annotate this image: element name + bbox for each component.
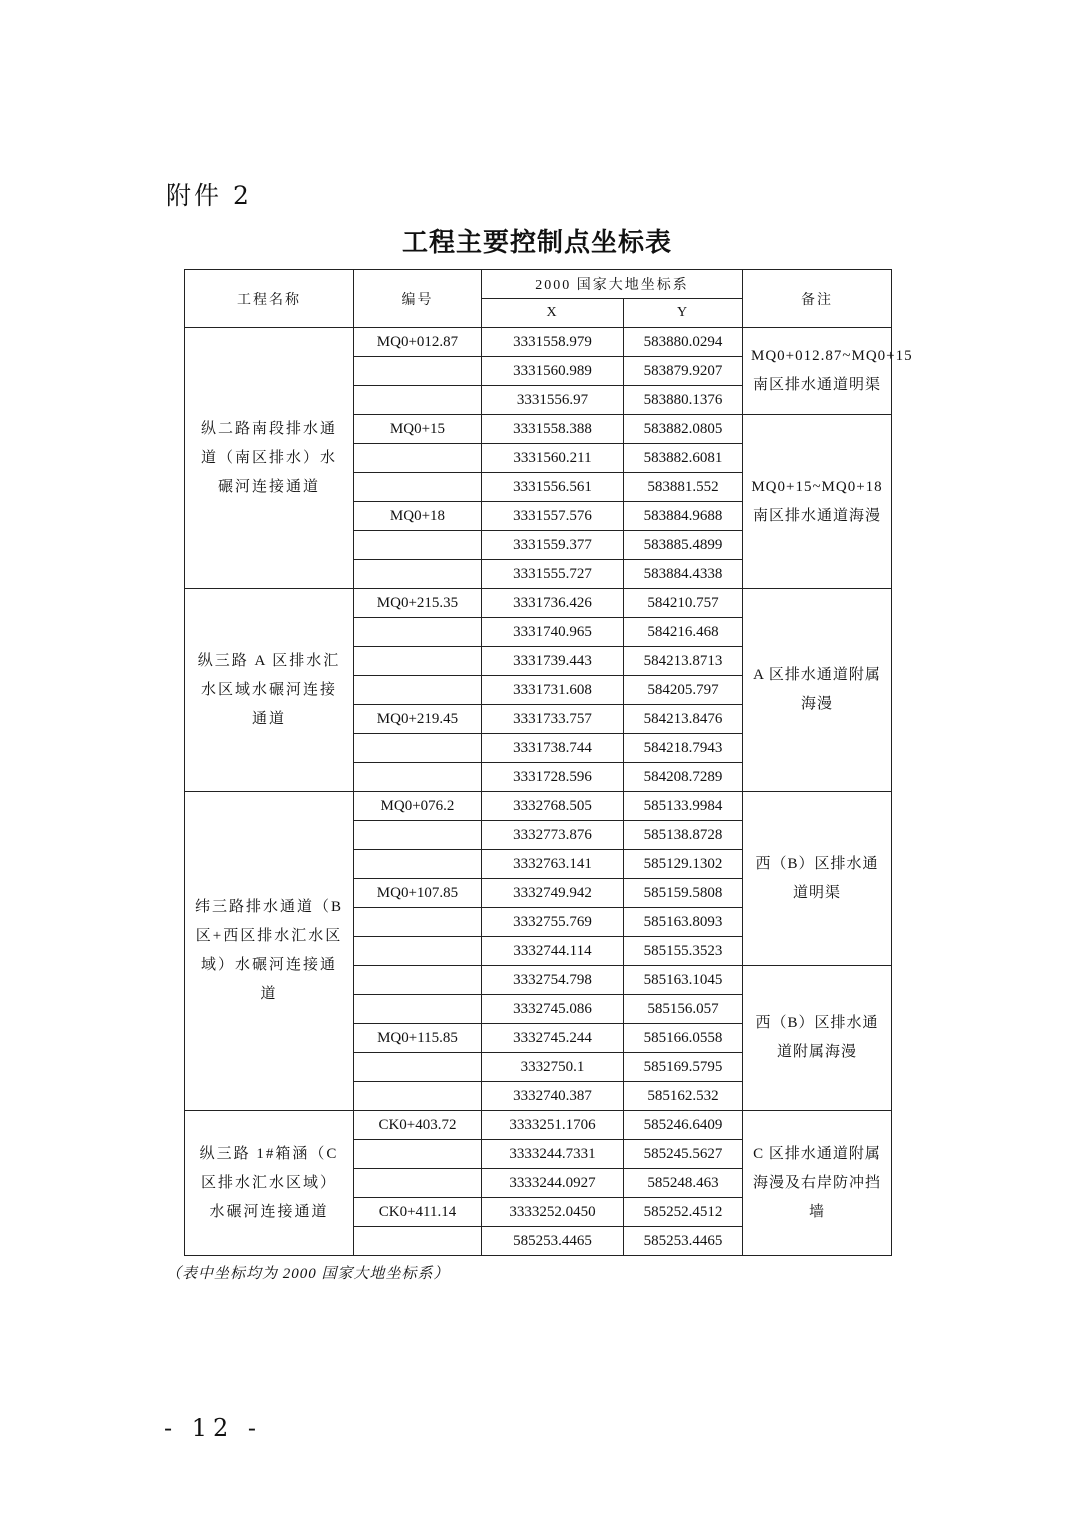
y-coord-cell: 584213.8713 [624,647,743,676]
y-coord-cell: 583882.0805 [624,415,743,444]
header-y: Y [624,299,743,328]
code-cell: MQ0+107.85 [354,879,482,908]
code-cell [354,618,482,647]
y-coord-cell: 585248.463 [624,1169,743,1198]
attachment-label: 附件 2 [166,181,252,210]
code-cell [354,473,482,502]
x-coord-cell: 3331559.377 [482,531,624,560]
x-coord-cell: 3333252.0450 [482,1198,624,1227]
code-cell [354,1140,482,1169]
y-coord-cell: 584210.757 [624,589,743,618]
code-cell: MQ0+115.85 [354,1024,482,1053]
y-coord-cell: 585252.4512 [624,1198,743,1227]
x-coord-cell: 3331560.989 [482,357,624,386]
y-coord-cell: 583880.0294 [624,328,743,357]
header-x: X [482,299,624,328]
y-coord-cell: 585253.4465 [624,1227,743,1256]
code-cell [354,444,482,473]
x-coord-cell: 3331740.965 [482,618,624,647]
x-coord-cell: 3333244.7331 [482,1140,624,1169]
note-cell: C 区排水通道附属海漫及右岸防冲挡墙 [743,1111,892,1256]
x-coord-cell: 3332740.387 [482,1082,624,1111]
page-number: - 12 - [164,1414,263,1442]
project-name-cell: 纵三路 A 区排水汇水区域水碾河连接通道 [185,589,354,792]
code-cell [354,676,482,705]
y-coord-cell: 585163.1045 [624,966,743,995]
x-coord-cell: 3331557.576 [482,502,624,531]
x-coord-cell: 3331731.608 [482,676,624,705]
project-name-cell: 纵三路 1#箱涵（C 区排水汇水区域）水碾河连接通道 [185,1111,354,1256]
note-cell: A 区排水通道附属海漫 [743,589,892,792]
y-coord-cell: 585166.0558 [624,1024,743,1053]
x-coord-cell: 3331556.561 [482,473,624,502]
table-row [185,589,892,618]
y-coord-cell: 585138.8728 [624,821,743,850]
code-cell: MQ0+012.87 [354,328,482,357]
code-cell [354,1169,482,1198]
code-cell [354,763,482,792]
code-cell [354,850,482,879]
table-row [185,1111,892,1140]
y-coord-cell: 585156.057 [624,995,743,1024]
code-cell [354,821,482,850]
code-cell [354,908,482,937]
y-coord-cell: 583885.4899 [624,531,743,560]
code-cell: MQ0+15 [354,415,482,444]
y-coord-cell: 585133.9984 [624,792,743,821]
y-coord-cell: 585162.532 [624,1082,743,1111]
y-coord-cell: 584218.7943 [624,734,743,763]
note-cell: MQ0+15~MQ0+18 南区排水通道海漫 [743,415,892,589]
x-coord-cell: 3332755.769 [482,908,624,937]
y-coord-cell: 584208.7289 [624,763,743,792]
x-coord-cell: 3331555.727 [482,560,624,589]
coordinate-table [184,269,913,1256]
y-coord-cell: 583881.552 [624,473,743,502]
y-coord-cell: 583879.9207 [624,357,743,386]
code-cell: MQ0+219.45 [354,705,482,734]
code-cell [354,1053,482,1082]
code-cell: CK0+403.72 [354,1111,482,1140]
y-coord-cell: 585163.8093 [624,908,743,937]
y-coord-cell: 585159.5808 [624,879,743,908]
code-cell [354,1082,482,1111]
y-coord-cell: 584216.468 [624,618,743,647]
code-cell [354,531,482,560]
code-cell [354,647,482,676]
x-coord-cell: 3332744.114 [482,937,624,966]
code-cell [354,1227,482,1256]
y-coord-cell: 584213.8476 [624,705,743,734]
x-coord-cell: 3332754.798 [482,966,624,995]
x-coord-cell: 3331558.979 [482,328,624,357]
header-note: 备注 [743,270,892,328]
code-cell [354,966,482,995]
table-row [185,328,892,357]
x-coord-cell: 3331739.443 [482,647,624,676]
table-body [185,328,913,1256]
project-name-cell: 纬三路排水通道（B区+西区排水汇水区域）水碾河连接通道 [185,792,354,1111]
y-coord-cell: 583884.4338 [624,560,743,589]
y-coord-cell: 585246.6409 [624,1111,743,1140]
header-project-name: 工程名称 [185,270,354,328]
x-coord-cell: 3332749.942 [482,879,624,908]
code-cell: MQ0+18 [354,502,482,531]
code-cell [354,560,482,589]
code-cell [354,995,482,1024]
code-cell [354,937,482,966]
y-coord-cell: 585245.5627 [624,1140,743,1169]
header-coord-system: 2000 国家大地坐标系 [482,270,743,299]
y-coord-cell: 583880.1376 [624,386,743,415]
y-coord-cell: 583884.9688 [624,502,743,531]
code-cell: MQ0+076.2 [354,792,482,821]
code-cell [354,734,482,763]
x-coord-cell: 3331560.211 [482,444,624,473]
x-coord-cell: 3333244.0927 [482,1169,624,1198]
table-footnote: （表中坐标均为 2000 国家大地坐标系） [166,1266,450,1282]
header-code: 编号 [354,270,482,328]
project-name-cell: 纵二路南段排水通道（南区排水）水碾河连接通道 [185,328,354,589]
page-title: 工程主要控制点坐标表 [401,228,672,258]
x-coord-cell: 3331558.388 [482,415,624,444]
code-cell [354,357,482,386]
x-coord-cell: 585253.4465 [482,1227,624,1256]
x-coord-cell: 3332773.876 [482,821,624,850]
y-coord-cell: 583882.6081 [624,444,743,473]
note-cell: MQ0+012.87~MQ0+15 南区排水通道明渠 [743,328,892,415]
code-cell: CK0+411.14 [354,1198,482,1227]
x-coord-cell: 3331736.426 [482,589,624,618]
x-coord-cell: 3331738.744 [482,734,624,763]
x-coord-cell: 3333251.1706 [482,1111,624,1140]
note-cell: 西（B）区排水通道明渠 [743,792,892,966]
x-coord-cell: 3331556.97 [482,386,624,415]
code-cell [354,386,482,415]
x-coord-cell: 3332745.244 [482,1024,624,1053]
x-coord-cell: 3331728.596 [482,763,624,792]
x-coord-cell: 3332750.1 [482,1053,624,1082]
y-coord-cell: 585129.1302 [624,850,743,879]
note-cell: 西（B）区排水通道附属海漫 [743,966,892,1111]
x-coord-cell: 3332768.505 [482,792,624,821]
x-coord-cell: 3332745.086 [482,995,624,1024]
code-cell: MQ0+215.35 [354,589,482,618]
y-coord-cell: 585155.3523 [624,937,743,966]
table-row [185,792,892,821]
y-coord-cell: 585169.5795 [624,1053,743,1082]
y-coord-cell: 584205.797 [624,676,743,705]
x-coord-cell: 3331733.757 [482,705,624,734]
x-coord-cell: 3332763.141 [482,850,624,879]
